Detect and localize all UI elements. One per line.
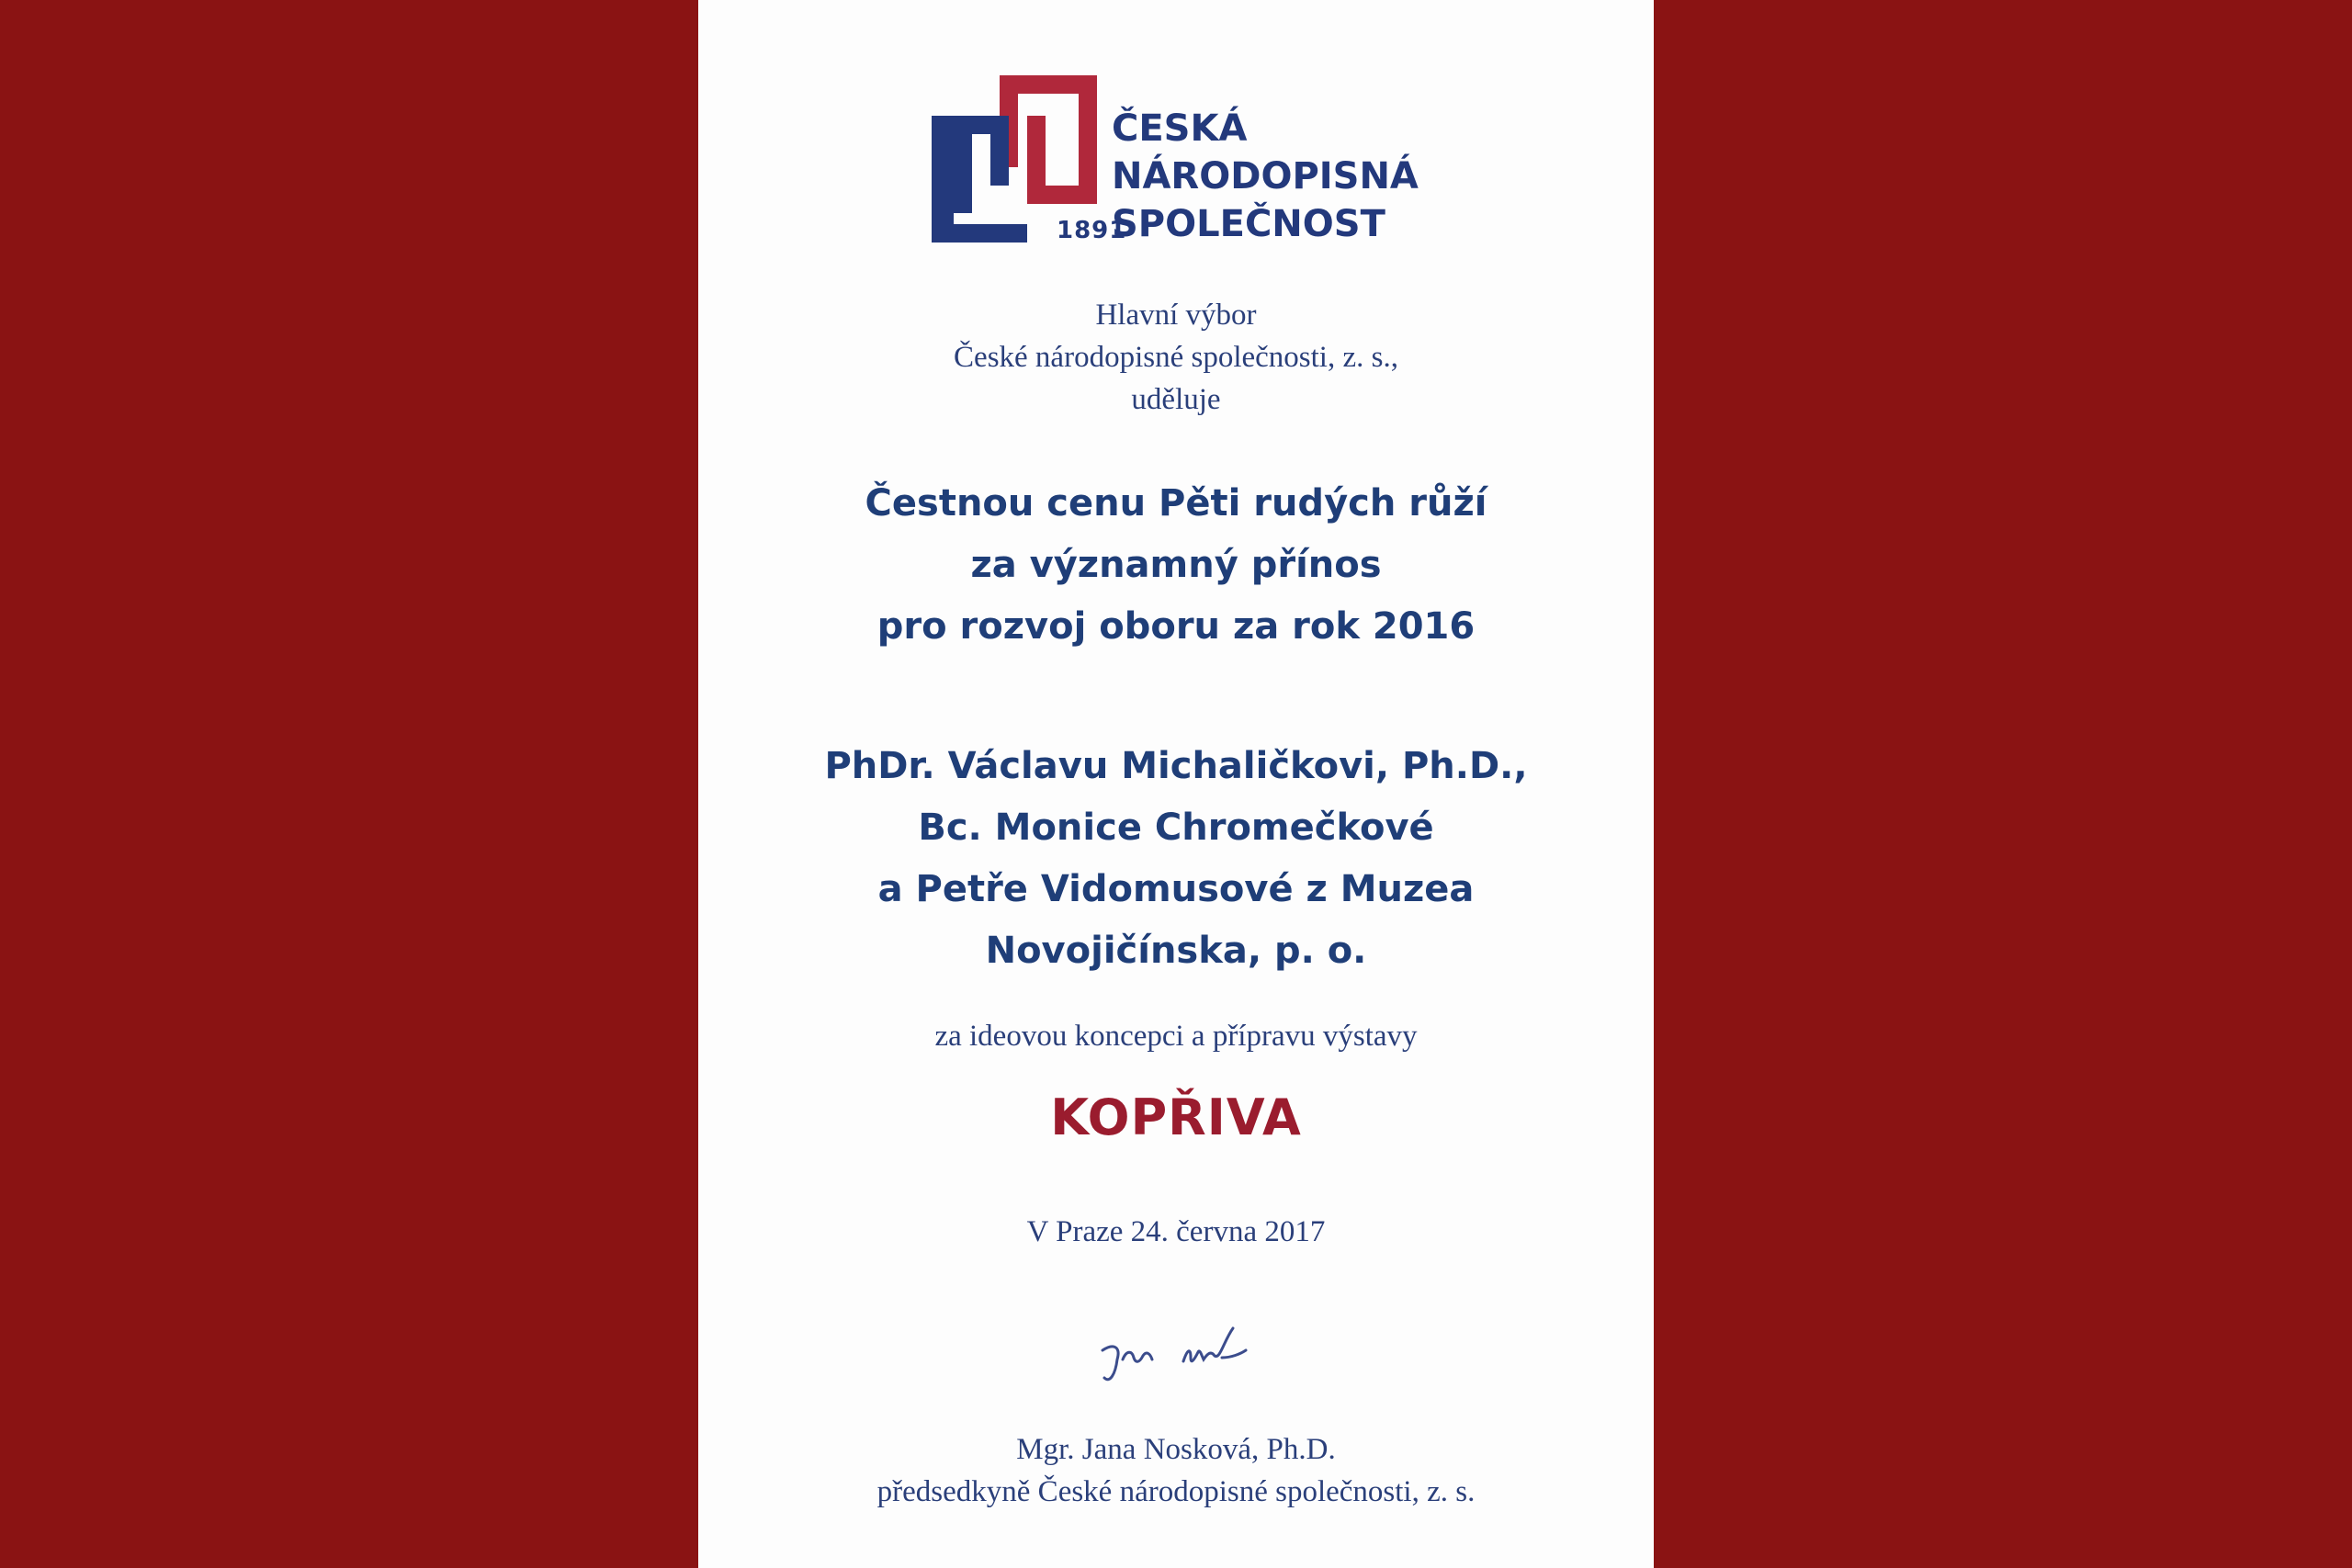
exhibition-title: KOPŘIVA <box>1050 1089 1302 1146</box>
logo-line-2: NÁRODOPISNÁ <box>1112 155 1419 197</box>
signature-image <box>1095 1323 1261 1396</box>
recipient-line-3: a Petře Vidomusové z Muzea <box>877 868 1475 910</box>
signer-title: předsedkyně České národopisné společnosti, z. s. <box>876 1475 1476 1508</box>
recipient-line-4: Novojičínska, p. o. <box>985 930 1367 972</box>
recipient-line-2: Bc. Monice Chromečkové <box>918 807 1434 849</box>
logo-text <box>1112 105 1419 248</box>
recipient-line-1: PhDr. Václavu Michaličkovi, Ph.D., <box>824 745 1528 787</box>
certificate <box>698 0 1654 1568</box>
intro-line-2: České národopisné společnosti, z. s., <box>954 341 1398 374</box>
prize-line-1: Čestnou cenu Pěti rudých růží <box>865 482 1487 525</box>
reason-text: za ideovou koncepci a přípravu výstavy <box>934 1020 1418 1053</box>
recipients <box>698 736 1654 982</box>
place-date: V Praze 24. června 2017 <box>1026 1215 1326 1248</box>
prize-title <box>698 473 1654 658</box>
intro-text <box>698 294 1654 421</box>
logo-line-1: ČESKÁ <box>1112 107 1248 150</box>
intro-line-1: Hlavní výbor <box>1095 299 1257 332</box>
logo-year: 1891 <box>1057 217 1127 244</box>
signer-name: Mgr. Jana Nosková, Ph.D. <box>1016 1433 1336 1466</box>
prize-line-2: za významný přínos <box>970 544 1382 586</box>
prize-line-3: pro rozvoj oboru za rok 2016 <box>876 605 1476 648</box>
intro-line-3: uděluje <box>1131 383 1221 416</box>
society-logo <box>932 75 1428 259</box>
logo-line-3: SPOLEČNOST <box>1112 203 1385 245</box>
signer-block <box>698 1428 1654 1513</box>
